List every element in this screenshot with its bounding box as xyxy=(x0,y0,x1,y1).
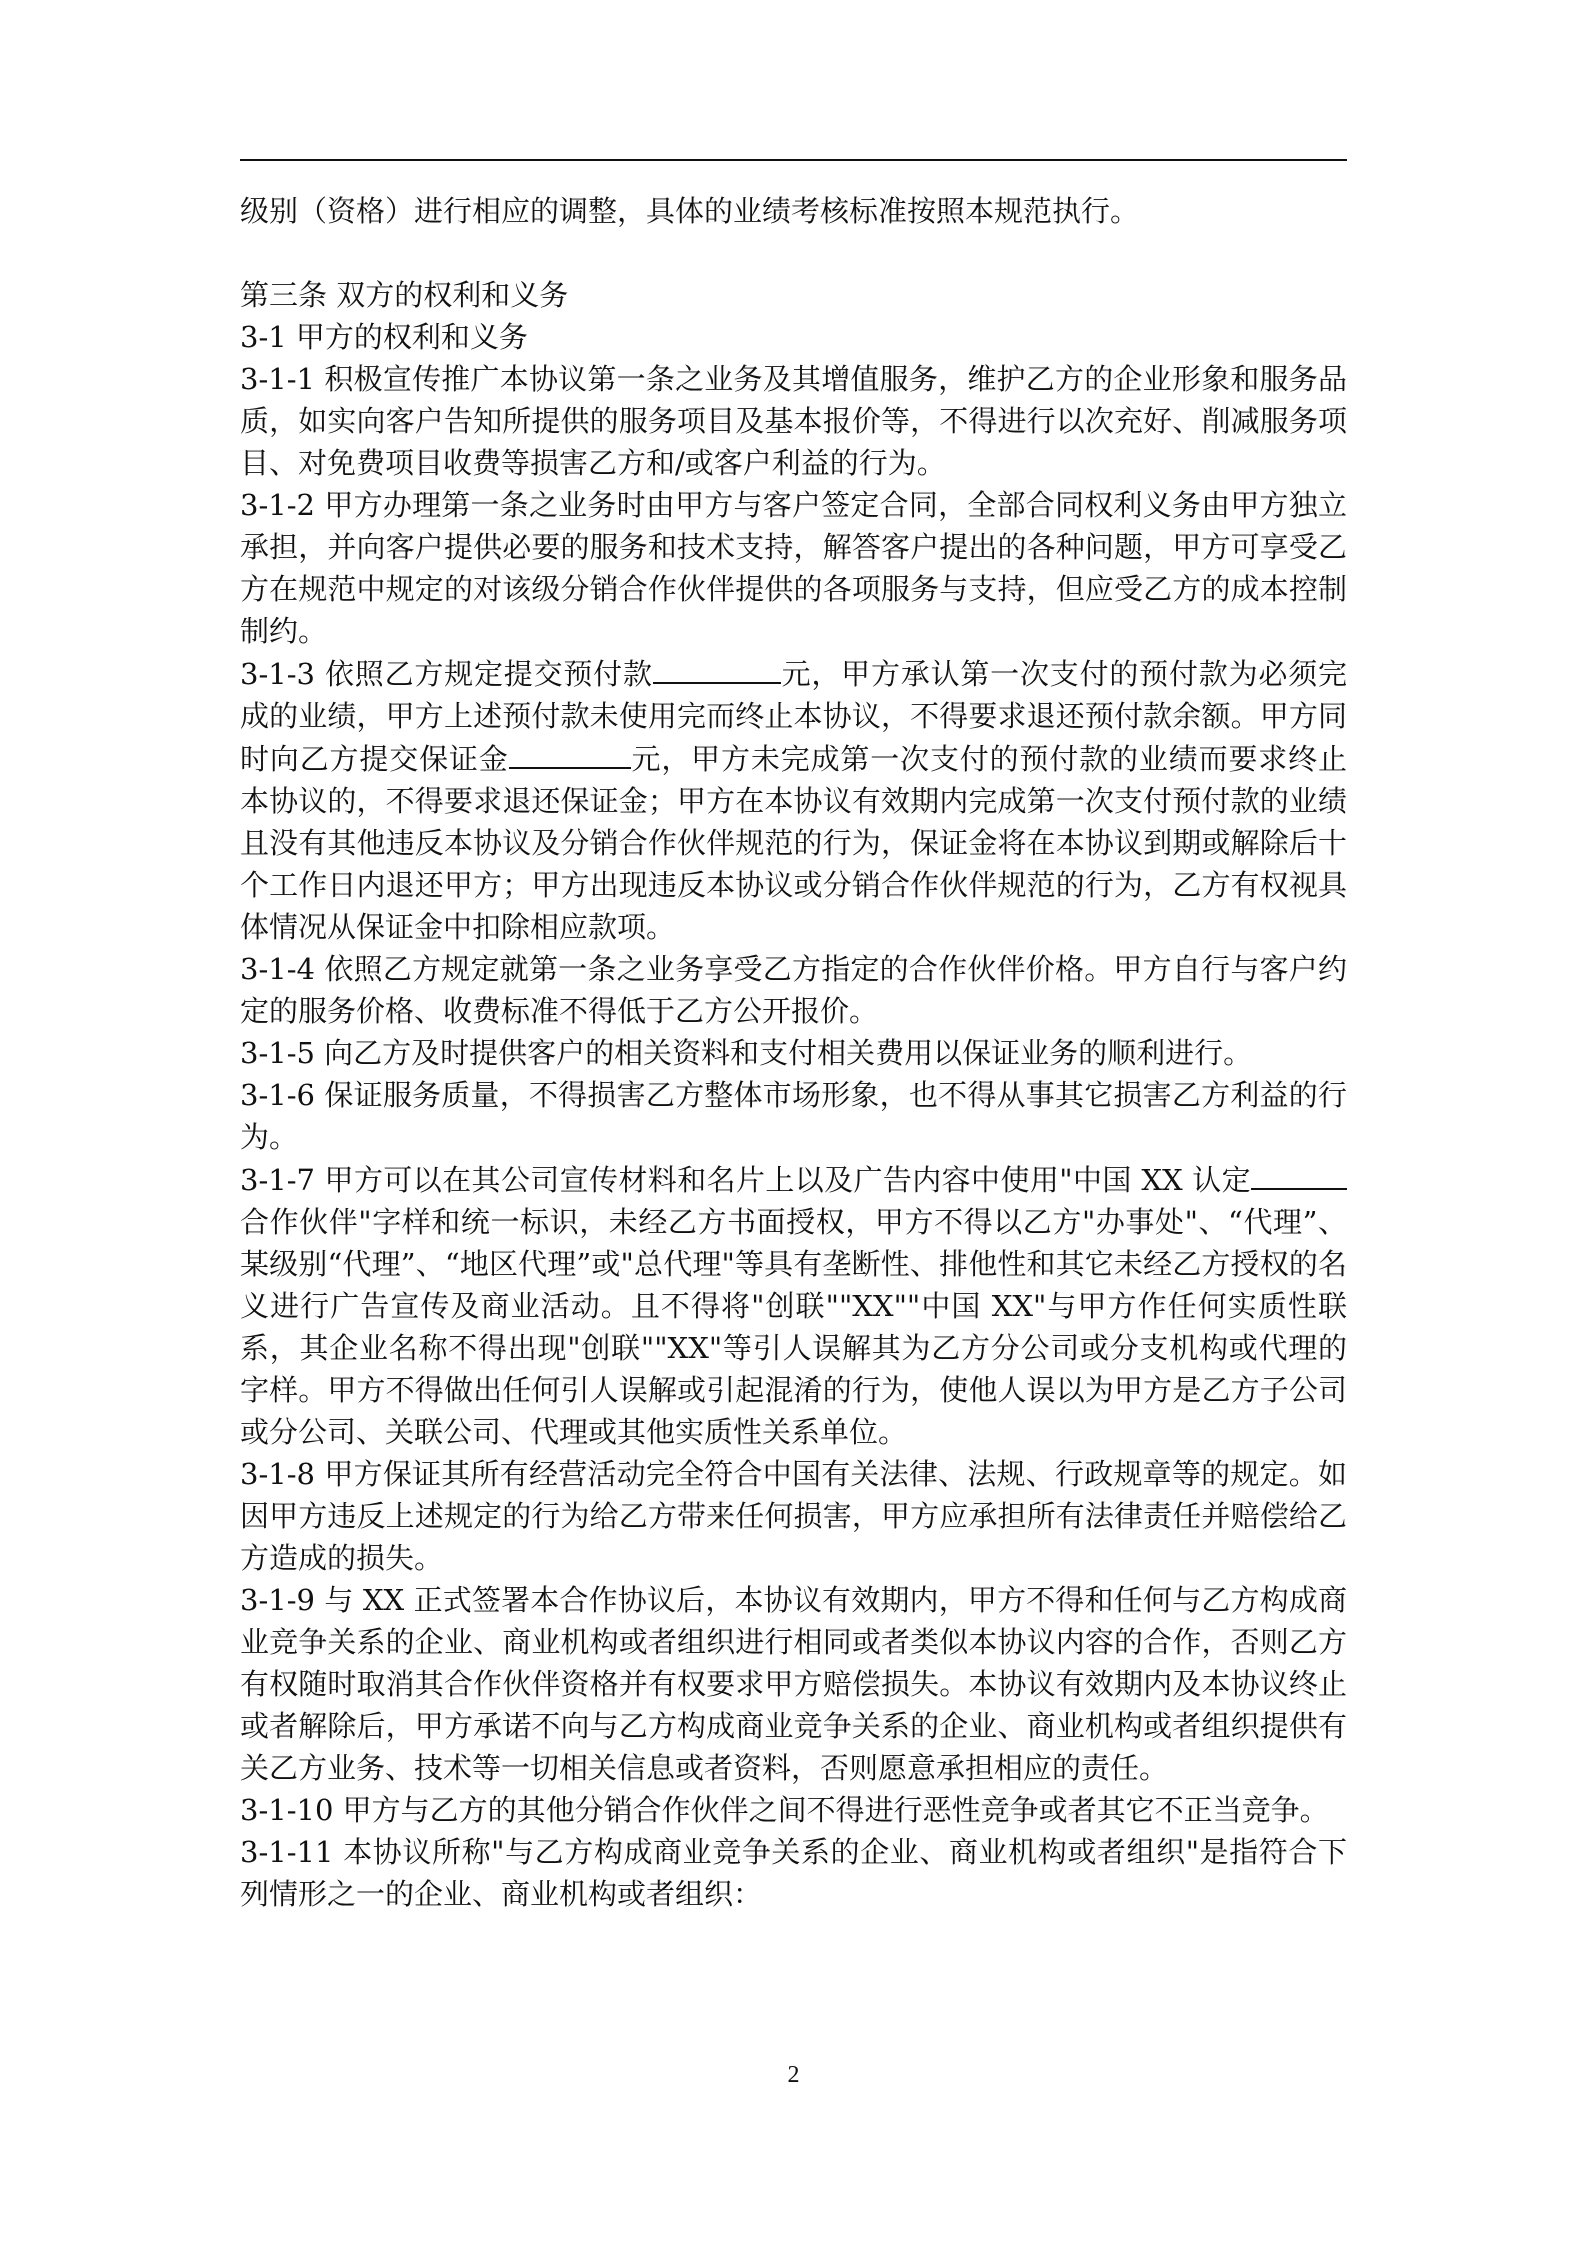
clause-3-1-8: 3-1-8 甲方保证其所有经营活动完全符合中国有关法律、法规、行政规章等的规定。如因甲方违反上述规定的行为给乙方带来任何损害，甲方应承担所有法律责任并赔偿给乙方造成的损失。 xyxy=(240,1457,1347,1575)
header-rule xyxy=(240,159,1347,161)
document-body xyxy=(240,190,1347,1915)
clause-3-1-3-part-a: 3-1-3 依照乙方规定提交预付款 xyxy=(240,657,653,691)
clause-3-1-6: 3-1-6 保证服务质量，不得损害乙方整体市场形象，也不得从事其它损害乙方利益的行为。 xyxy=(240,1078,1347,1154)
clause-3-1-4: 3-1-4 依照乙方规定就第一条之业务享受乙方指定的合作伙伴价格。甲方自行与客户约定的服务价格、收费标准不得低于乙方公开报价。 xyxy=(240,952,1347,1028)
clause-3-1-3 xyxy=(240,652,1347,948)
article-heading: 第三条 双方的权利和义务 xyxy=(240,278,569,312)
paragraph-spacer xyxy=(240,232,1347,274)
page-number: 2 xyxy=(787,2062,800,2088)
prepayment-blank xyxy=(653,652,781,684)
clause-3-1-9: 3-1-9 与 XX 正式签署本合作协议后，本协议有效期内，甲方不得和任何与乙方构成商业竞争关系的企业、商业机构或者组织进行相同或者类似本协议内容的合作，否则乙方有权随时取消其合作伙伴资格并有权要求甲方赔偿损失。本协议有效期内及本协议终止或者解除后，甲方承诺不向与乙方构成商业竞争关系的企业、商业机构或者组织提供有关乙方业务、技术等一切相关信息或者资料，否则愿意承担相应的责任。 xyxy=(240,1583,1347,1785)
intro-paragraph: 级别（资格）进行相应的调整，具体的业绩考核标准按照本规范执行。 xyxy=(240,194,1140,228)
clause-3-1-7 xyxy=(240,1158,1347,1453)
section-heading: 3-1 甲方的权利和义务 xyxy=(240,320,528,354)
clause-3-1-7-part-a: 3-1-7 甲方可以在其公司宣传材料和名片上以及广告内容中使用"中国 XX 认定 xyxy=(240,1163,1251,1197)
clause-3-1-5: 3-1-5 向乙方及时提供客户的相关资料和支付相关费用以保证业务的顺利进行。 xyxy=(240,1036,1253,1070)
clause-3-1-7-part-b: 合作伙伴"字样和统一标识，未经乙方书面授权，甲方不得以乙方"办事处"、“代理”、某级别“代理”、“地区代理”或"总代理"等具有垄断性、排他性和其它未经乙方授权的名义进行广告宣传及商业活动。且不得将"创联""XX""中国 XX"与甲方作任何实质性联系，其企业名称不得出现"创联""XX"等引人误解其为乙方分公司或分支机构或代理的字样。甲方不得做出任何引人误解或引起混淆的行为，使他人误以为甲方是乙方子公司或分公司、关联公司、代理或其他实质性关系单位。 xyxy=(240,1205,1347,1449)
clause-3-1-1: 3-1-1 积极宣传推广本协议第一条之业务及其增值服务，维护乙方的企业形象和服务品质，如实向客户告知所提供的服务项目及基本报价等，不得进行以次充好、削减服务项目、对免费项目收费等损害乙方和/或客户利益的行为。 xyxy=(240,362,1347,480)
clause-3-1-10: 3-1-10 甲方与乙方的其他分销合作伙伴之间不得进行恶性竞争或者其它不正当竞争。 xyxy=(240,1793,1329,1827)
deposit-blank xyxy=(509,737,631,769)
clause-3-1-11: 3-1-11 本协议所称"与乙方构成商业竞争关系的企业、商业机构或者组织"是指符合下列情形之一的企业、商业机构或者组织： xyxy=(240,1835,1347,1911)
partner-level-blank xyxy=(1251,1158,1347,1190)
clause-3-1-3-part-c: 元，甲方未完成第一次支付的预付款的业绩而要求终止本协议的，不得要求退还保证金；甲方在本协议有效期内完成第一次支付预付款的业绩且没有其他违反本协议及分销合作伙伴规范的行为，保证金将在本协议到期或解除后十个工作日内退还甲方；甲方出现违反本协议或分销合作伙伴规范的行为，乙方有权视具体情况从保证金中扣除相应款项。 xyxy=(240,742,1347,944)
clause-3-1-2: 3-1-2 甲方办理第一条之业务时由甲方与客户签定合同，全部合同权利义务由甲方独立承担，并向客户提供必要的服务和技术支持，解答客户提出的各种问题，甲方可享受乙方在规范中规定的对该级分销合作伙伴提供的各项服务与支持，但应受乙方的成本控制制约。 xyxy=(240,488,1347,648)
clause-3-1-3-part-b: 元，甲方承认第一次支付的预付款为必须完成的业绩，甲方上述预付款未使用完而终止本协议，不得要求退还预付款余额。甲方同时向乙方提交保证金 xyxy=(240,657,1347,776)
